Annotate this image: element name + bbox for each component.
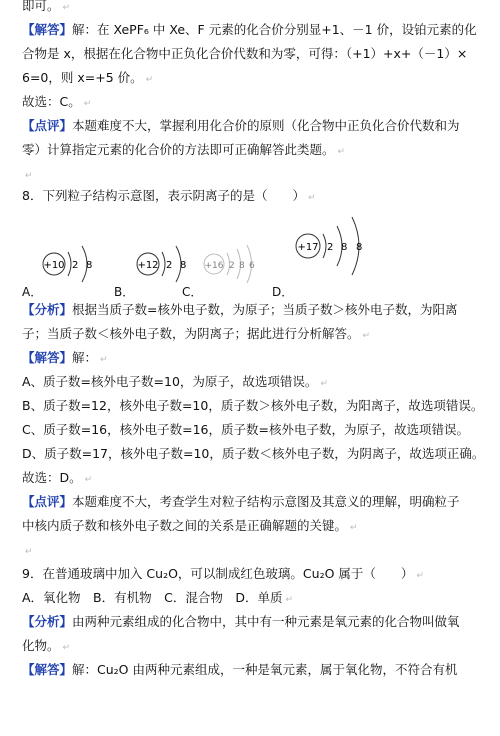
text: 故选：C。 (22, 94, 81, 109)
answer-tag: 【解答】 (22, 350, 73, 365)
text: 本题难度不大，掌握利用化合价的原则（化合物中正负化合价代数和为 (72, 118, 460, 133)
svg-text:2: 2 (72, 260, 79, 271)
svg-text:8: 8 (180, 260, 187, 271)
text: 合物是 x，根据在化 (22, 46, 134, 61)
analysis-tag: 【分析】 (22, 614, 73, 629)
answer-line: 【解答】解： ↵ (22, 350, 108, 365)
svg-text:6: 6 (249, 261, 255, 271)
analysis-tag: 【分析】 (22, 302, 73, 317)
text: 解：Cu₂O 由两种元素组成，一种是氧元素，属于氧化物，不符合有机 (72, 662, 458, 677)
option-explanation-b: B、质子数=12，核外电子数=10，质子数＞核外电子数，为阳离子，故选项错误。 (22, 398, 484, 413)
text-line: 子；当质子数＜核外电子数，为阴离子；据此进行分析解答。 ↵ (22, 326, 371, 341)
svg-text:2: 2 (327, 242, 334, 253)
text-line: 6=0，则 x=+5 价。 ↵ (22, 70, 154, 85)
option-explanation-d: D、质子数=17，核外电子数=10，质子数＜核外电子数，为阴离子，故选项正确。 (22, 446, 485, 461)
atom-diagram-b (137, 246, 186, 282)
text-line: 中核内质子数和核外电子数之间的关系是正确解题的关键。 ↵ (22, 518, 358, 533)
text: 6=0，则 x=+5 价。 (22, 70, 143, 85)
question-title: 9．在普通玻璃中加入 Cu₂O，可以制成红色玻璃。Cu₂O 属于（ ） (22, 566, 414, 581)
text-line: 即可。 ↵ (22, 0, 71, 13)
svg-text:8: 8 (356, 242, 363, 253)
question-9-title: 9．在普通玻璃中加入 Cu₂O，可以制成红色玻璃。Cu₂O 属于（ ） ↵ (22, 566, 424, 581)
choose-line: 故选：D。 ↵ (22, 470, 93, 485)
atom-diagrams (22, 212, 478, 298)
atom-diagram-c (204, 245, 255, 283)
text: 合物中正负化合价代数和为零，可得：（+1）+x+（－1）× (133, 46, 468, 61)
answer-line (22, 18, 478, 42)
atom-diagrams-svg (22, 212, 478, 298)
option-b-label: B． (114, 285, 135, 299)
option-d-label: D． (272, 285, 294, 299)
question-8-title: 8．下列粒子结构示意图，表示阴离子的是（ ） ↵ (22, 188, 316, 203)
options-text: A．氧化物 B．有机物 C．混合物 D．单质 (22, 590, 283, 605)
comment-tag: 【点评】 (22, 494, 73, 509)
option-a-label: A． (22, 285, 43, 299)
svg-text:2: 2 (166, 260, 173, 271)
text: 即可。 (22, 0, 60, 13)
question-9-options: A．氧化物 B．有机物 C．混合物 D．单质 ↵ (22, 590, 294, 605)
svg-text:8: 8 (86, 260, 93, 271)
question-title: 8．下列粒子结构示意图，表示阴离子的是（ ） (22, 188, 305, 203)
document-page (22, 0, 485, 682)
svg-text:8: 8 (341, 242, 348, 253)
option-explanation-a: A、质子数=核外电子数=10，为原子，故选项错误。 ↵ (22, 374, 328, 389)
comment-tag: 【点评】 (22, 118, 73, 133)
text: 由两种元素组成的化合物中，其中有一种元素是氧元素的化合物叫做氧 (72, 614, 460, 629)
svg-text:+12: +12 (137, 260, 159, 271)
text-line (22, 42, 478, 66)
comment-line (22, 490, 478, 514)
svg-text:+16: +16 (204, 261, 224, 271)
atom-diagram-a (43, 246, 92, 282)
text: 中核内质子数和核外电子数之间的关系是正确解题的关键。 (22, 518, 348, 533)
comment-line (22, 114, 478, 138)
spacer: ↵ (25, 547, 33, 557)
atom-diagram-d (296, 217, 362, 275)
svg-text:8: 8 (239, 261, 245, 271)
answer-tag: 【解答】 (22, 22, 73, 37)
text: 解： (72, 350, 98, 365)
spacer: ↵ (25, 171, 33, 181)
text-line: 零）计算指定元素的化合价的方法即可正确解答此类题。 ↵ (22, 142, 346, 157)
option-explanation-c: C、质子数=16，核外电子数=16，质子数=核外电子数，为原子，故选项错误。 (22, 422, 469, 437)
text: 零）计算指定元素的化合价的方法即可正确解答此类题。 (22, 142, 335, 157)
answer-tag: 【解答】 (22, 662, 73, 677)
text: 本题难度不大，考查学生对粒子结构示意图及其意义的理解，明确粒子 (72, 494, 460, 509)
svg-text:+10: +10 (43, 260, 65, 271)
text: 根据当质子数=核外电子数，为原子；当质子数＞核外电子数，为阳离 (72, 302, 458, 317)
text-line: 故选：C。 ↵ (22, 94, 92, 109)
option-c-label: C． (182, 285, 203, 299)
answer-line (22, 658, 478, 682)
analysis-line (22, 610, 478, 634)
analysis-line (22, 298, 478, 322)
svg-text:+17: +17 (297, 242, 319, 253)
text: 解：在 XePF₆ 中 Xe、F 元素的化合价分别显+1、－1 价，设铂元素的化 (72, 22, 477, 37)
text-line: 化物。 ↵ (22, 638, 71, 653)
text: 子；当质子数＜核外电子数，为阴离子；据此进行分析解答。 (22, 326, 360, 341)
svg-text:2: 2 (229, 261, 235, 271)
text: 化物。 (22, 638, 60, 653)
